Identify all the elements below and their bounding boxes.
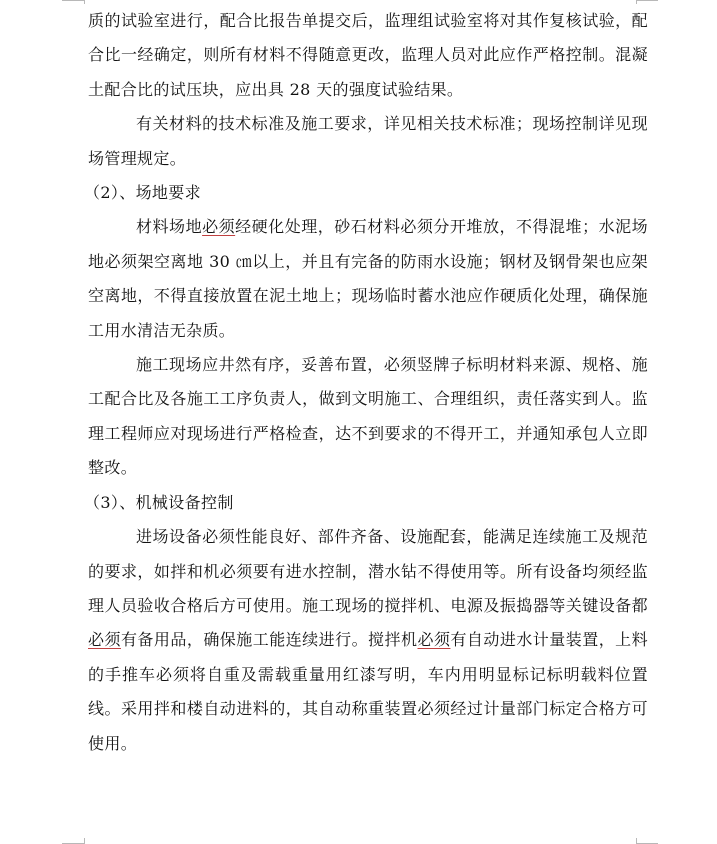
body-paragraph-continued [88, 4, 648, 107]
crop-mark-bottom-right-v [636, 838, 637, 844]
crop-mark-top-right-h [636, 0, 658, 1]
paragraph-text: 质的试验室进行，配合比报告单提交后，监理组试验室将对其作复核试验，配合比一经确定，则所有材料不得随意更改，监理人员对此应作严格控制。混凝土配合比的试压块，应出具 28 天的强度试验结果。 [88, 11, 648, 99]
document-body [84, 4, 648, 761]
section-heading [84, 486, 644, 520]
body-paragraph [88, 348, 648, 486]
underlined-text: 必须 [88, 630, 121, 650]
paragraph-text: 施工现场应井然有序，妥善布置，必须竖牌子标明材料来源、规格、施工配合比及各施工工序负责人，做到文明施工、合理组织，责任落实到人。监理工程师应对现场进行严格检查，达不到要求的不得开工，并通知承包人立即整改。 [88, 355, 648, 478]
crop-mark-bottom-left-v [84, 838, 85, 844]
section-heading [84, 176, 644, 210]
crop-mark-top-left-v [84, 0, 85, 4]
paragraph-text: （3）、机械设备控制 [84, 492, 234, 512]
crop-mark-top-left-h [62, 0, 84, 1]
underlined-text: 必须 [417, 630, 451, 650]
paragraph-text: （2）、场地要求 [84, 183, 201, 203]
paragraph-text: 经硬化处理，砂石材料必须分开堆放，不得混堆；水泥场地必须架空离地 30 ㎝以上，并且有完备的防雨水设施；钢材及钢骨架也应架空离地，不得直接放置在泥土地上；现场临时蓄水池应作硬质化处理，确保施工用水清洁无杂质。 [88, 217, 648, 340]
paragraph-text: 有备用品，确保施工能连续进行。搅拌机 [120, 630, 418, 650]
body-paragraph [88, 107, 648, 176]
paragraph-text: 材料场地 [136, 217, 203, 237]
body-paragraph [88, 520, 648, 761]
underlined-text: 必须 [202, 217, 236, 237]
paragraph-text: 进场设备必须性能良好、部件齐备、设施配套，能满足连续施工及规范的要求，如拌和机必须要有进水控制，潜水钻不得使用等。所有设备均须经监理人员验收合格后方可使用。施工现场的搅拌机、电源及振捣器等关键设备都 [88, 527, 648, 615]
paragraph-text: 有自动进水计量装置，上料的手推车必须将自重及需载重量用红漆写明，车内用明显标记标明载料位置线。采用拌和楼自动进料的，其自动称重装置必须经过计量部门标定合格方可使用。 [88, 630, 648, 753]
paragraph-text: 有关材料的技术标准及施工要求，详见相关技术标准；现场控制详见现场管理规定。 [88, 114, 648, 168]
body-paragraph [88, 210, 648, 348]
